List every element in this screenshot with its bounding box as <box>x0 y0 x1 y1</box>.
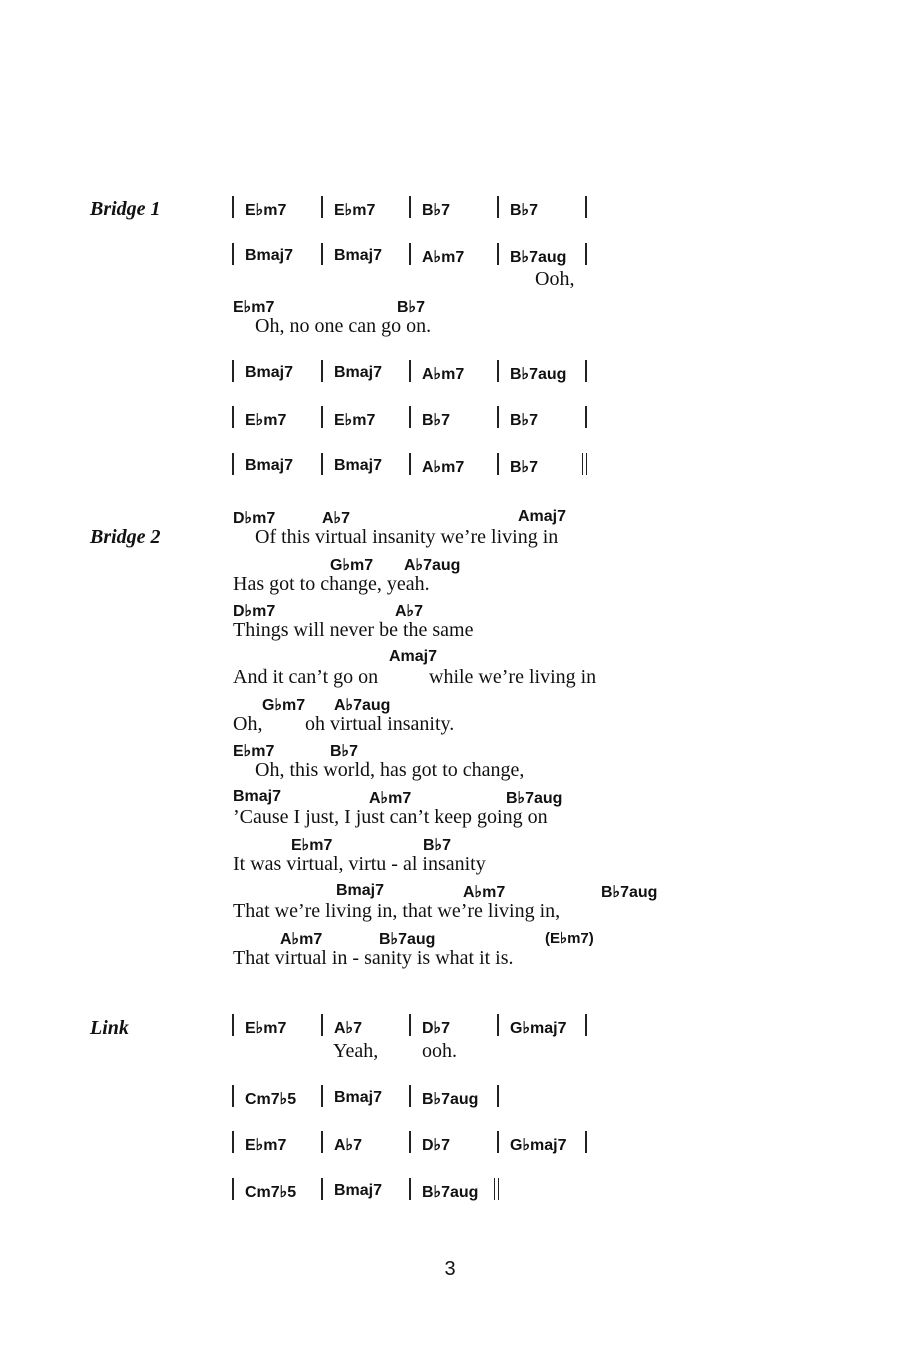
bar-line <box>585 1131 587 1153</box>
bar-line <box>321 406 323 428</box>
section-label-link: Link <box>90 1017 129 1039</box>
chord: D♭m7 <box>233 603 276 620</box>
bar-line <box>232 360 234 382</box>
page-number: 3 <box>444 1258 456 1280</box>
lyric: It was virtual, virtu - al insanity <box>233 853 486 875</box>
chord: A♭m7 <box>422 366 465 383</box>
chord: Bmaj7 <box>334 364 383 381</box>
chord: A♭m7 <box>369 790 412 807</box>
lyric: Oh, this world, has got to change, <box>255 759 525 781</box>
bar-line <box>409 1014 411 1036</box>
chord: B♭7 <box>422 202 450 219</box>
bar-line <box>585 243 587 265</box>
section-label-bridge-1: Bridge 1 <box>90 198 161 220</box>
chord: G♭m7 <box>262 697 306 714</box>
bar-line <box>232 1014 234 1036</box>
bar-line <box>321 1131 323 1153</box>
bar-line <box>409 243 411 265</box>
chord: E♭m7 <box>334 412 376 429</box>
chord: A♭7aug <box>334 697 391 714</box>
chord: B♭7aug <box>510 366 567 383</box>
bar-line <box>497 453 499 475</box>
chord: B♭7aug <box>506 790 563 807</box>
bar-line <box>409 360 411 382</box>
chord: Bmaj7 <box>334 1182 383 1199</box>
chord: D♭7 <box>422 1137 450 1154</box>
bar-line <box>232 406 234 428</box>
chord: B♭7aug <box>422 1184 479 1201</box>
section-label-bridge-2: Bridge 2 <box>90 526 161 548</box>
chord: B♭7aug <box>601 884 658 901</box>
double-bar-line <box>582 453 587 475</box>
chord: B♭7 <box>330 743 358 760</box>
chord: Bmaj7 <box>334 1089 383 1106</box>
chord: B♭7 <box>510 459 538 476</box>
lyric: while we’re living in <box>429 666 597 688</box>
chord: A♭m7 <box>463 884 506 901</box>
chord: G♭m7 <box>330 557 374 574</box>
lyric: That we’re living in, that we’re living in, <box>233 900 561 922</box>
chord: Cm7♭5 <box>245 1184 297 1201</box>
chord: A♭m7 <box>422 459 465 476</box>
lyric: That virtual in - sanity is what it is. <box>233 947 514 969</box>
bar-line <box>232 1131 234 1153</box>
chord: D♭m7 <box>233 510 276 527</box>
chord: A♭7 <box>395 603 423 620</box>
chord: A♭7 <box>334 1137 362 1154</box>
chord: (E♭m7) <box>545 930 594 947</box>
bar-line <box>321 453 323 475</box>
chord: Cm7♭5 <box>245 1091 297 1108</box>
chord: E♭m7 <box>233 743 275 760</box>
chord: E♭m7 <box>245 1137 287 1154</box>
lyric: And it can’t go on <box>233 666 379 688</box>
chord: Bmaj7 <box>233 788 282 805</box>
bar-line <box>321 1014 323 1036</box>
double-bar-line <box>494 1178 499 1200</box>
lyric: oh virtual insanity. <box>305 713 455 735</box>
bar-line <box>497 406 499 428</box>
chord: E♭m7 <box>233 299 275 316</box>
bar-line <box>232 243 234 265</box>
bar-line <box>585 360 587 382</box>
chord: A♭7aug <box>404 557 461 574</box>
chord: Bmaj7 <box>334 457 383 474</box>
bar-line <box>497 360 499 382</box>
lyric: Yeah, <box>333 1040 379 1062</box>
chord: Bmaj7 <box>245 364 294 381</box>
bar-line <box>497 1131 499 1153</box>
chord: B♭7 <box>397 299 425 316</box>
bar-line <box>409 1085 411 1107</box>
bar-line <box>497 196 499 218</box>
bar-line <box>497 1085 499 1107</box>
chord: Bmaj7 <box>334 247 383 264</box>
chord: E♭m7 <box>245 1020 287 1037</box>
bar-line <box>232 453 234 475</box>
chord: B♭7aug <box>379 931 436 948</box>
chord: Bmaj7 <box>245 457 294 474</box>
bar-line <box>232 1085 234 1107</box>
chord: B♭7aug <box>510 249 567 266</box>
lyric: Oh, no one can go on. <box>255 315 432 337</box>
bar-line <box>409 196 411 218</box>
chord: E♭m7 <box>245 202 287 219</box>
chord: B♭7 <box>422 412 450 429</box>
chord: D♭7 <box>422 1020 450 1037</box>
lyric: ’Cause I just, I just can’t keep going on <box>233 806 548 828</box>
chord: Amaj7 <box>518 508 567 525</box>
chord: G♭maj7 <box>510 1020 567 1037</box>
lyric: ooh. <box>422 1040 457 1062</box>
lyric: Ooh, <box>535 268 575 290</box>
bar-line <box>321 1178 323 1200</box>
bar-line <box>409 453 411 475</box>
bar-line <box>232 1178 234 1200</box>
bar-line <box>409 1178 411 1200</box>
lyric: Of this virtual insanity we’re living in <box>255 526 559 548</box>
chord: A♭m7 <box>280 931 323 948</box>
chord: B♭7aug <box>422 1091 479 1108</box>
bar-line <box>321 360 323 382</box>
chord: Bmaj7 <box>336 882 385 899</box>
lyric: Has got to change, yeah. <box>233 573 430 595</box>
chord: E♭m7 <box>291 837 333 854</box>
chord: A♭7 <box>322 510 350 527</box>
chord: E♭m7 <box>334 202 376 219</box>
bar-line <box>497 243 499 265</box>
bar-line <box>497 1014 499 1036</box>
chord: Bmaj7 <box>245 247 294 264</box>
bar-line <box>585 1014 587 1036</box>
bar-line <box>321 196 323 218</box>
bar-line <box>585 196 587 218</box>
bar-line <box>232 196 234 218</box>
chord: B♭7 <box>510 412 538 429</box>
chord: B♭7 <box>423 837 451 854</box>
bar-line <box>409 406 411 428</box>
chord: B♭7 <box>510 202 538 219</box>
bar-line <box>321 243 323 265</box>
chord: Amaj7 <box>389 648 438 665</box>
chord: A♭m7 <box>422 249 465 266</box>
chord: G♭maj7 <box>510 1137 567 1154</box>
bar-line <box>409 1131 411 1153</box>
lyric: Things will never be the same <box>233 619 474 641</box>
bar-line <box>321 1085 323 1107</box>
bar-line <box>585 406 587 428</box>
chord: E♭m7 <box>245 412 287 429</box>
chord: A♭7 <box>334 1020 362 1037</box>
lyric: Oh, <box>233 713 263 735</box>
